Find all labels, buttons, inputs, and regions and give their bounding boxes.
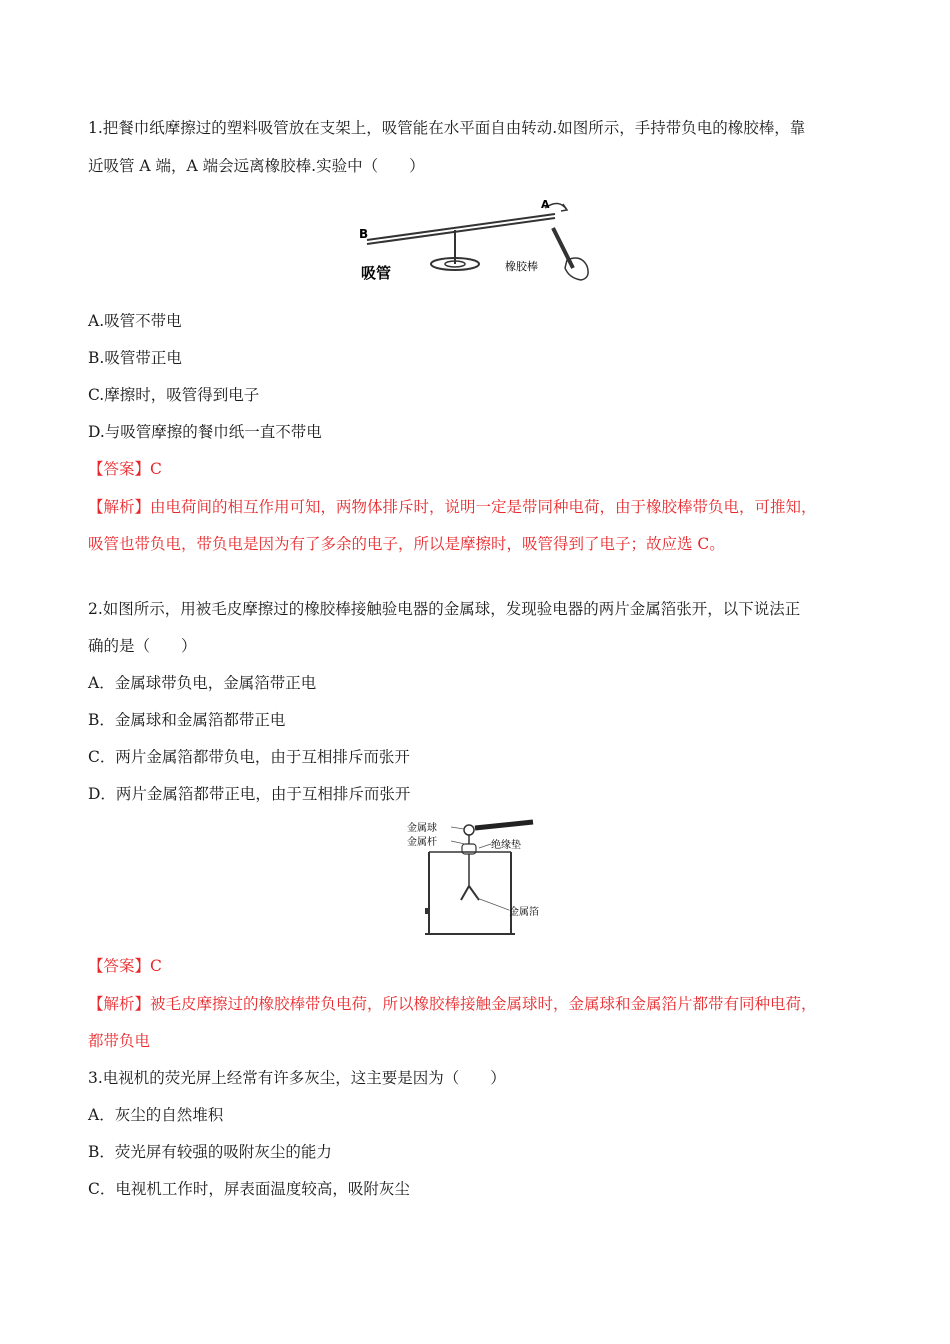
figure-label-metal-rod: 金属杆 — [407, 837, 437, 848]
figure-label-insulating-pad: 绝缘垫 — [491, 840, 521, 851]
figure-label-straw: 吸管 — [361, 264, 392, 282]
question-2-option-b: B．金属球和金属箔都带正电 — [88, 711, 286, 729]
straw-rod-figure — [355, 194, 595, 294]
analysis-text: 由电荷间的相互作用可知，两物体排斥时，说明一定是带同种电荷，由于橡胶棒带负电，可推知， — [150, 498, 817, 516]
figure-label-metal-foil: 金属箔 — [509, 907, 539, 918]
answer-value: C — [150, 957, 162, 975]
question-2-option-d: D．两片金属箔都带正电，由于互相排斥而张开 — [88, 785, 411, 803]
analysis-label: 【解析】 — [88, 498, 151, 516]
question-1-stem-line-1: 1.把餐巾纸摩擦过的塑料吸管放在支架上，吸管能在水平面自由转动.如图所示，手持带负电的橡胶棒，靠 — [88, 119, 806, 137]
question-3-option-a: A．灰尘的自然堆积 — [88, 1106, 224, 1124]
question-3-option-c: C．电视机工作时，屏表面温度较高，吸附灰尘 — [88, 1180, 410, 1198]
question-3-stem: 3.电视机的荧光屏上经常有许多灰尘，这主要是因为（ ） — [88, 1069, 506, 1087]
question-2-answer — [88, 956, 162, 976]
question-1-answer — [88, 459, 162, 479]
question-1-option-d: D.与吸管摩擦的餐巾纸一直不带电 — [88, 423, 322, 441]
question-2-option-c: C．两片金属箔都带负电，由于互相排斥而张开 — [88, 748, 410, 766]
question-1-option-b: B.吸管带正电 — [88, 349, 182, 367]
figure-label-b: B — [359, 227, 369, 241]
question-1-analysis-line-1 — [88, 497, 817, 517]
answer-value: C — [150, 460, 162, 478]
electroscope-figure — [405, 814, 545, 942]
question-2-stem-line-1: 2.如图所示，用被毛皮摩擦过的橡胶棒接触验电器的金属球，发现验电器的两片金属箔张开，以下说法正 — [88, 600, 801, 618]
question-2-stem-line-2: 确的是（ ） — [88, 637, 197, 655]
analysis-label: 【解析】 — [88, 995, 151, 1013]
question-2-analysis-line-2: 都带负电 — [88, 1032, 151, 1050]
question-2-analysis-line-1 — [88, 994, 817, 1014]
answer-label: 【答案】 — [88, 460, 151, 478]
question-1-stem-line-2: 近吸管 A 端，A 端会远离橡胶棒.实验中（ ） — [88, 157, 425, 175]
question-1-option-c: C.摩擦时，吸管得到电子 — [88, 386, 260, 404]
figure-label-a: A — [541, 198, 550, 211]
question-1-option-a: A.吸管不带电 — [88, 312, 182, 330]
answer-label: 【答案】 — [88, 957, 151, 975]
figure-label-metal-ball: 金属球 — [407, 823, 437, 834]
question-3-option-b: B．荧光屏有较强的吸附灰尘的能力 — [88, 1143, 332, 1161]
question-1-analysis-line-2: 吸管也带负电，带负电是因为有了多余的电子，所以是摩擦时，吸管得到了电子；故应选 C。 — [88, 535, 725, 553]
analysis-text: 被毛皮摩擦过的橡胶棒带负电荷，所以橡胶棒接触金属球时，金属球和金属箔片都带有同种电荷， — [150, 995, 817, 1013]
question-2-option-a: A．金属球带负电，金属箔带正电 — [88, 674, 317, 692]
figure-label-rubber-rod: 橡胶棒 — [505, 260, 538, 273]
